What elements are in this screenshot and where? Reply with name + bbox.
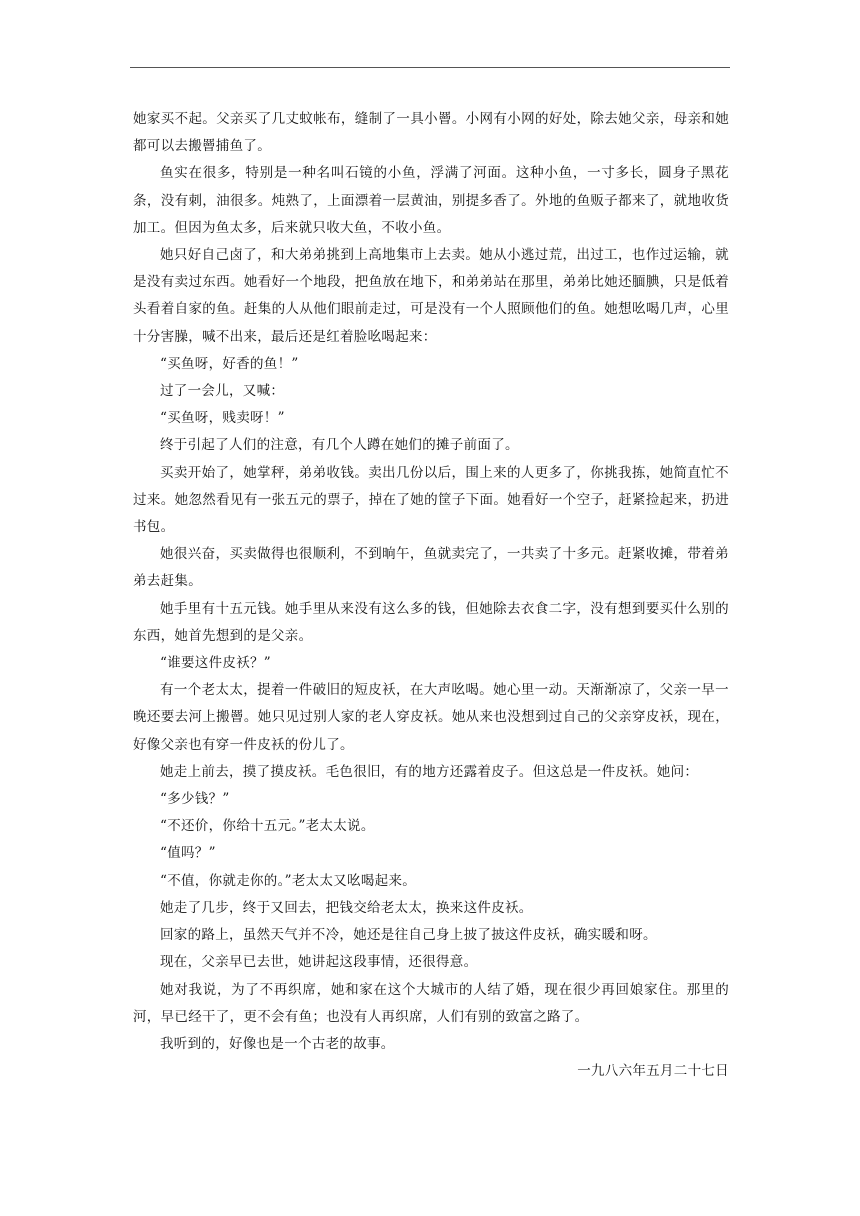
dialogue-line: “不还价，你给十五元。”老太太说。 — [160, 818, 375, 835]
paragraph: 终于引起了人们的注意，有几个人蹲在她们的摊子前面了。 — [160, 437, 519, 454]
dialogue-line: “不值，你就走你的。”老太太又吆喝起来。 — [160, 872, 417, 889]
dialogue-line: “谁要这件皮袄？” — [160, 655, 272, 672]
paragraph: 她走上前去，摸了摸皮袄。毛色很旧，有的地方还露着皮子。但这总是一件皮袄。她问： — [160, 763, 699, 780]
dialogue-line: “多少钱？” — [160, 791, 230, 808]
dialogue-line: “买鱼呀，好香的鱼！” — [160, 355, 299, 372]
paragraph: 过了一会儿，又喊： — [160, 383, 285, 400]
paragraph: 我听到的，好像也是一个古老的故事。 — [160, 1035, 395, 1052]
date-line: 一九八六年五月二十七日 — [577, 1063, 729, 1080]
paragraph: 她只好自己卤了，和大弟弟挑到上高地集市上去卖。她从小逃过荒，出过工，也作过运输，就是没有卖过东西。她看好一个地段，把鱼放在地下，和弟弟站在那里，弟弟比她还腼腆，只是低着头看着自家的鱼。赶集的人从他们眼前走过，可是没有一个人照顾他们的鱼。她想吆喝几声，心里十分害臊，喊不出来，最后还是红着脸吆喝起来： — [133, 247, 729, 345]
paragraph: 她走了几步，终于又回去，把钱交给老太太，换来这件皮袄。 — [160, 899, 533, 916]
header-rule — [130, 67, 730, 68]
paragraph: 有一个老太太，提着一件破旧的短皮袄，在大声吆喝。她心里一动。天渐渐凉了，父亲一早一晚还要去河上搬罾。她只见过别人家的老人穿皮袄。她从来也没想到过自己的父亲穿皮袄，现在，好像父亲也有穿一件皮袄的份儿了。 — [133, 682, 729, 753]
paragraph: 她对我说，为了不再织席，她和家在这个大城市的人结了婚，现在很少再回娘家住。那里的河，早已经干了，更不会有鱼；也没有人再织席，人们有别的致富之路了。 — [133, 981, 729, 1025]
paragraph: 她家买不起。父亲买了几丈蚊帐布，缝制了一具小罾。小网有小网的好处，除去她父亲，母亲和她都可以去搬罾捕鱼了。 — [133, 111, 729, 155]
paragraph: 她很兴奋，买卖做得也很顺利，不到晌午，鱼就卖完了，一共卖了十多元。赶紧收摊，带着弟弟去赶集。 — [133, 546, 729, 590]
dialogue-line: “买鱼呀，贱卖呀！” — [160, 410, 285, 427]
paragraph: 鱼实在很多，特别是一种名叫石镜的小鱼，浮满了河面。这种小鱼，一寸多长，圆身子黑花条，没有刺，油很多。炖熟了，上面漂着一层黄油，别提多香了。外地的鱼贩子都来了，就地收货加工。但因为鱼太多，后来就只收大鱼，不收小鱼。 — [133, 165, 729, 236]
paragraph: 现在，父亲早已去世，她讲起这段事情，还很得意。 — [160, 954, 478, 971]
body-text — [133, 106, 729, 1085]
paragraph: 她手里有十五元钱。她手里从来没有这么多的钱，但她除去衣食二字，没有想到要买什么别的东西，她首先想到的是父亲。 — [133, 600, 729, 644]
dialogue-line: “值吗？” — [160, 845, 216, 862]
paragraph: 回家的路上，虽然天气并不冷，她还是往自己身上披了披这件皮袄，确实暖和呀。 — [160, 927, 657, 944]
paragraph: 买卖开始了，她掌秤，弟弟收钱。卖出几份以后，围上来的人更多了，你挑我拣，她简直忙不过来。她忽然看见有一张五元的票子，掉在了她的筐子下面。她看好一个空子，赶紧捡起来，扔进书包。 — [133, 464, 729, 536]
